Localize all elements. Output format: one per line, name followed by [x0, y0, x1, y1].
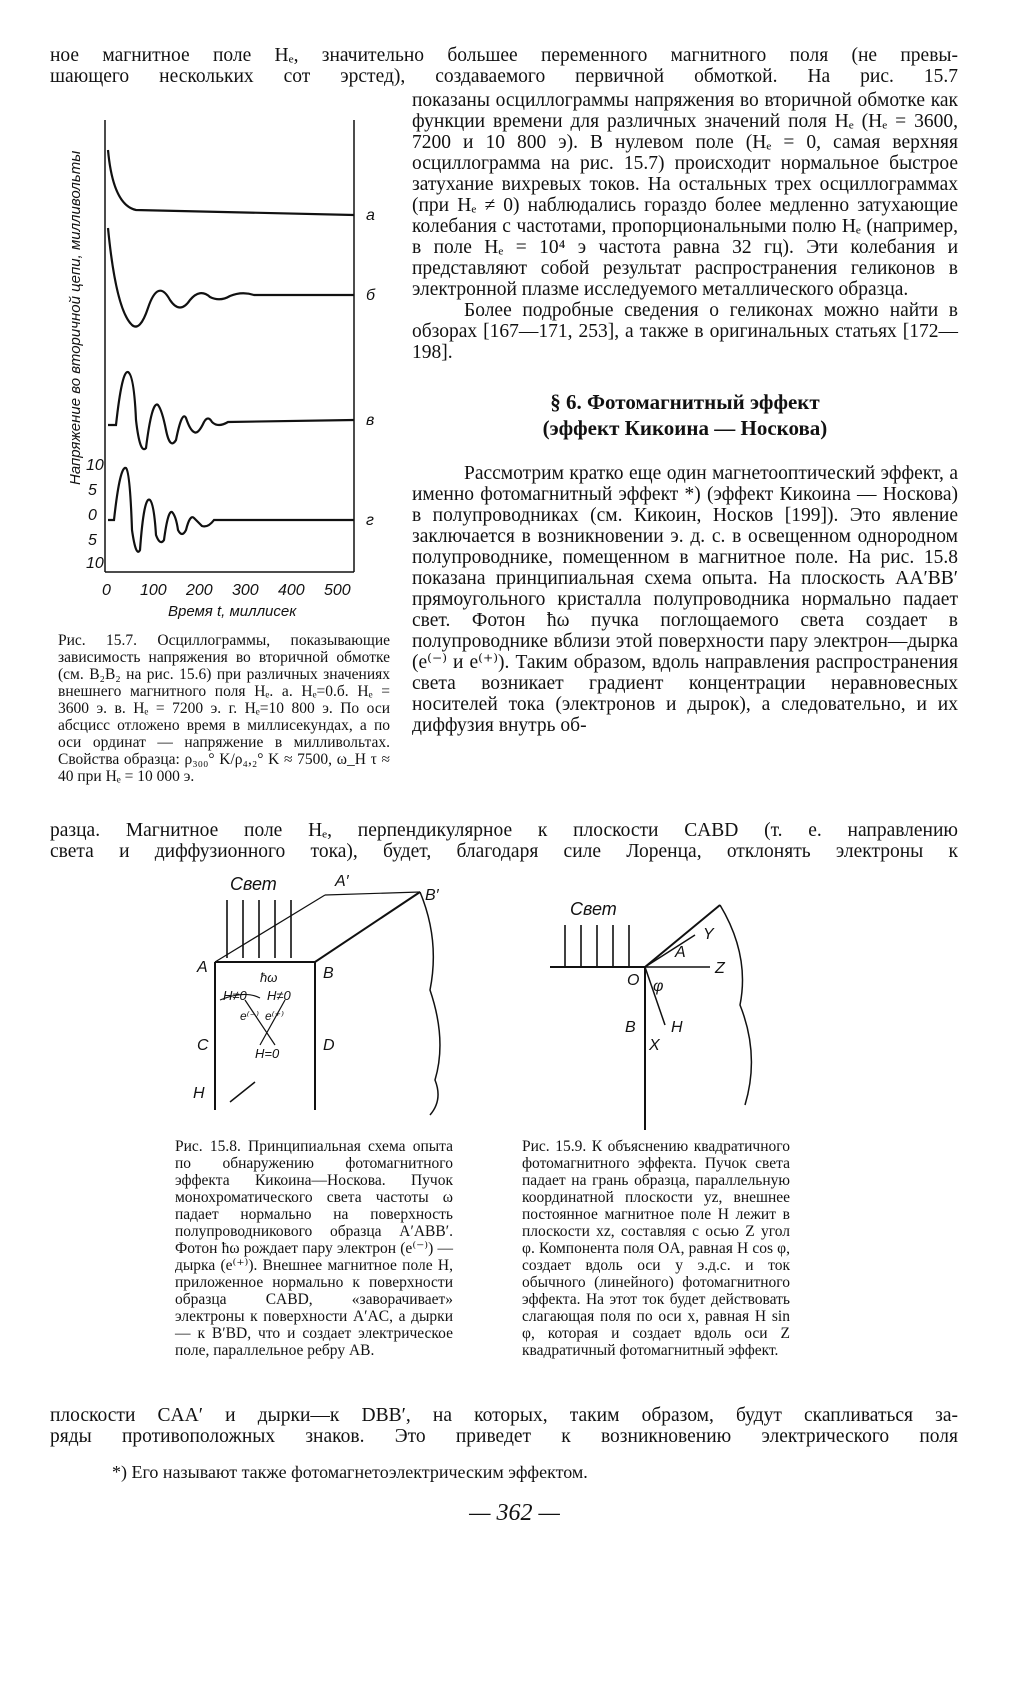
section-title-2: (эффект Кикоина — Носкова): [542, 416, 828, 440]
label-B-prime: B′: [425, 887, 439, 904]
fig159-diagram: [545, 895, 835, 1135]
right-column: [412, 90, 958, 736]
figure-15-8: [185, 870, 455, 1130]
label-electron: e⁽⁻⁾: [240, 1009, 259, 1023]
fig157-caption: Рис. 15.7. Осциллограммы, показывающие зависимость напряжения во вторичной обмотке (см. B₂B₂ на рис. 15.6) при различных значениях внешнего магнитного поля Hₑ. а. Hₑ=0.б. Hₑ = 3600 э. в. Hₑ = 7200 э. г. Hₑ=10 800 э. По оси абсцисс отложено время в миллисекундах, а по оси ординат — напряжение в милливольтах. Свойства образца: ρ₃₀₀° K/ρ₄,₂° K ≈ 7500, ω_H τ ≈ 40 при Hₑ = 10 000 э.: [58, 632, 390, 785]
top-line-1: ное магнитное поле Hₑ, значительно большее переменного магнитного поля (не превы-: [50, 45, 958, 66]
x-tick-label: 100: [140, 582, 167, 599]
right-paragraph-1: показаны осциллограммы напряжения во вторичной обмотке как функции времени для различных значений поля Hₑ (Hₑ = 3600, 7200 и 10 800 э). В нулевом поле (Hₑ = 0, самая верхняя осциллограмма на рис. 15.7) происходит нормальное быстрое затухание вихревых токов. На остальных трех осциллограммах (при Hₑ ≠ 0) наблюдались гораздо более медленно затухающие колебания с частотами, пропорциональными полю Hₑ (например, в поле Hₑ = 10⁴ э частота равна 32 гц). Эти колебания и представляют собой результат распространения геликонов в электронной плазме исследуемого металлического образца.: [412, 90, 958, 300]
x-tick-label: 200: [186, 582, 213, 599]
top-back-edge: [215, 895, 325, 962]
mid-line-2: света и диффузионного тока), будет, благодаря силе Лоренца, отклонять электроны к: [50, 841, 958, 862]
trace-d: [108, 468, 354, 552]
y-axis-label: [67, 151, 84, 485]
label-H: H: [671, 1019, 683, 1036]
label-photon: ħω: [260, 970, 278, 985]
x-tick-label: 0: [102, 582, 111, 599]
label-field-nonzero-2: H≠0: [267, 988, 291, 1003]
page-number: — 362 —: [469, 1500, 560, 1526]
svg-text:Напряжение во вторичной цепи,: Напряжение во вторичной цепи, милливольты: [67, 150, 84, 485]
x-tick-label: 300: [232, 582, 259, 599]
figure-15-9: [545, 895, 835, 1135]
label-B: B: [323, 965, 334, 982]
trace-label-a: а: [366, 207, 375, 224]
label-field-nonzero: H≠0: [223, 988, 247, 1003]
back-edge: [720, 905, 751, 1105]
label-B: B: [625, 1019, 636, 1036]
y-tick-label: 5: [88, 532, 97, 549]
trace-label-d: г: [366, 512, 374, 529]
top-paragraph: [50, 45, 958, 87]
middle-paragraph: [50, 820, 958, 862]
field-vector: [645, 967, 665, 1025]
y-tick-label: 5: [88, 482, 97, 499]
section-title-1: § 6. Фотомагнитный эффект: [550, 390, 820, 414]
x-tick-label: 500: [324, 582, 351, 599]
bottom-paragraph: [50, 1405, 958, 1447]
footnote: *) Его называют также фотомагнетоэлектрическим эффектом.: [112, 1462, 588, 1482]
trace-c: [108, 372, 354, 449]
label-Y: Y: [703, 926, 714, 943]
top-line-2: шающего нескольких сот эрстед), создаваемого первичной обмоткой. На рис. 15.7: [50, 66, 958, 87]
label-H: H: [193, 1085, 205, 1102]
fig159-caption: Рис. 15.9. К объяснению квадратичного фотомагнитного эффекта. Пучок света падает на грань образца, параллельную координатной плоскости yz, внешнее постоянное магнитное поле H лежит в плоскости xz, составляя с осью Z угол φ. Компонента поля OA, равная H cos φ, создает вдоль оси y э.д.с. и ток обычного (линейного) фотомагнитного эффекта. На этот ток будет действовать слагающая поля по оси x, равная H sin φ, которая и создает вдоль оси Z квадратичный фотомагнитный эффект.: [522, 1138, 790, 1359]
label-A: A: [675, 944, 686, 961]
y-axis-arrow: [645, 935, 695, 967]
label-Z: Z: [715, 960, 725, 977]
label-A-prime: A′: [335, 873, 349, 890]
label-hole: e⁽⁺⁾: [265, 1009, 284, 1023]
label-C: C: [197, 1037, 209, 1054]
label-O: O: [627, 972, 640, 989]
x-tick-label: 400: [278, 582, 305, 599]
light-label: Свет: [570, 899, 617, 919]
label-A: A: [197, 959, 208, 976]
field-arrow: [230, 1082, 255, 1102]
label-X: X: [649, 1037, 660, 1054]
back-edge: [420, 892, 440, 1115]
y-tick-label: 10: [86, 555, 104, 572]
light-rays: [565, 925, 629, 967]
trace-b: [108, 228, 354, 327]
mid-line-1: разца. Магнитное поле Hₑ, перпендикулярное к плоскости CABD (т. е. направлению: [50, 820, 958, 841]
bottom-line-1: плоскости CAA′ и дырки—к DBB′, на которых, таким образом, будут скапливаться за-: [50, 1405, 958, 1426]
label-field-zero: H=0: [255, 1046, 280, 1061]
label-phi: φ: [653, 978, 664, 995]
x-axis-label: Время t, миллисек: [168, 603, 297, 620]
fig158-caption: Рис. 15.8. Принципиальная схема опыта по обнаружению фотомагнитного эффекта Кикоина—Носкова. Пучок монохроматического света частоты ω падает нормально на поверхность полупроводникового образца A′ABB′. Фотон ħω рождает пару электрон (e⁽⁻⁾) — дырка (e⁽⁺⁾). Внешнее магнитное поле H, приложенное нормально к поверхности образца CABD, «заворачивает» электроны к поверхности A′AC, а дырки — к B′BD, что и создает электрическое поле, параллельное ребру AB.: [175, 1138, 453, 1359]
label-D: D: [323, 1037, 335, 1054]
trace-label-b: б: [366, 287, 375, 304]
figure-15-7: [58, 110, 408, 630]
trace-label-c: в: [366, 412, 375, 429]
top-back-edge-2: [325, 892, 420, 895]
bottom-line-2: ряды противоположных знаков. Это приведет к возникновению электрического поля: [50, 1426, 958, 1447]
right-paragraph-2: Более подробные сведения о геликонах можно найти в обзорах [167—171, 253], а также в оригинальных статьях [172—198].: [412, 300, 958, 363]
y-tick-label: 0: [88, 507, 97, 524]
oscillogram-chart: [58, 110, 408, 630]
top-edge: [215, 892, 420, 962]
right-paragraph-3: Рассмотрим кратко еще один магнетооптический эффект, а именно фотомагнитный эффект *) (эффект Кикоина — Носкова) в полупроводниках (см. Кикоин, Носков [199]). Это явление заключается в возникновении э. д. с. в освещенном однородном полупроводнике, помещенном в магнитное поле. На рис. 15.8 показана принципиальная схема опыта. На плоскость AA′BB′ прямоугольного кристалла полупроводника нормально падает свет. Фотон ħω пучка поглощаемого света создает в полупроводнике вблизи этой поверхности пару электрон—дырка (e⁽⁻⁾ и e⁽⁺⁾). Таким образом, вдоль направления распространения света возникает градиент концентрации неравновесных носителей тока (электронов и дырок), а следовательно, и их диффузия внутрь об-: [412, 463, 958, 736]
fig158-diagram: [185, 870, 455, 1130]
y-tick-label: 10: [86, 457, 104, 474]
light-label: Свет: [230, 874, 277, 894]
trace-a: [108, 150, 354, 215]
